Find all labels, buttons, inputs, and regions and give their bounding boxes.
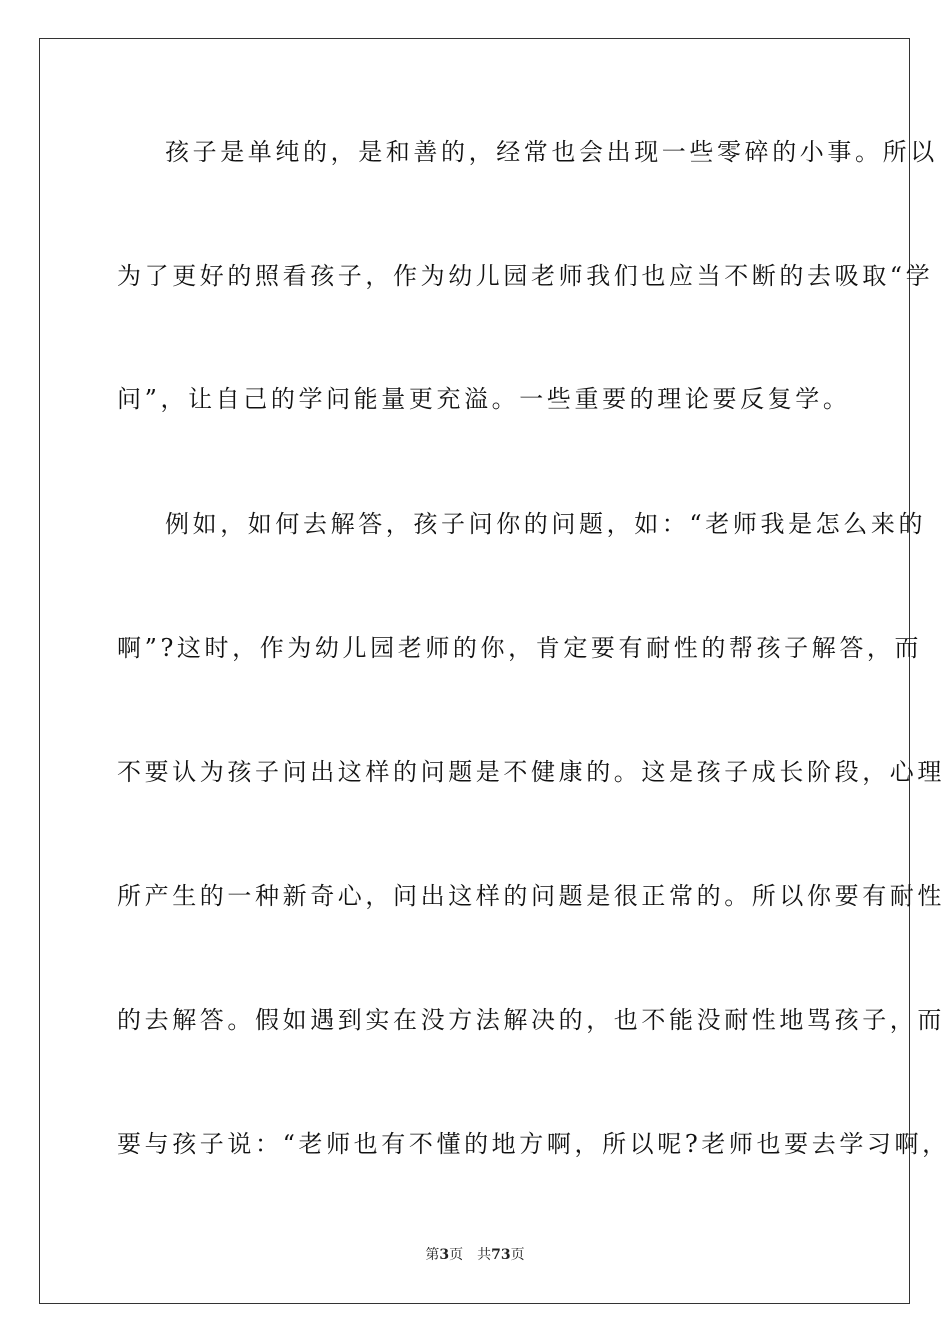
page-border [39, 38, 950, 1304]
total-label-prefix: 共 [477, 1247, 492, 1263]
paragraph-1-line-1: 孩子是单纯的，是和善的，经常也会出现一些零碎的小事。所以 [165, 138, 938, 166]
paragraph-1-line-3: 问”，让自己的学问能量更充溢。一些重要的理论要反复学。 [117, 385, 851, 413]
paragraph-2-line-5: 的去解答。假如遇到实在没方法解决的，也不能没耐性地骂孩子，而 [117, 1006, 945, 1034]
paragraph-2-line-2: 啊”?这时，作为幼儿园老师的你，肯定要有耐性的帮孩子解答，而 [117, 634, 923, 662]
paragraph-1-line-2: 为了更好的照看孩子，作为幼儿园老师我们也应当不断的去吸取“学 [117, 262, 934, 290]
page-label-prefix: 第 [425, 1247, 440, 1263]
page-label-suffix: 页 [449, 1247, 464, 1263]
page-footer [0, 1245, 950, 1265]
paragraph-2-line-1: 例如，如何去解答，孩子问你的问题，如：“老师我是怎么来的 [165, 510, 927, 538]
paragraph-2-line-3: 不要认为孩子问出这样的问题是不健康的。这是孩子成长阶段，心理 [117, 758, 945, 786]
paragraph-2-line-6: 要与孩子说：“老师也有不懂的地方啊，所以呢?老师也要去学习啊， [117, 1130, 950, 1158]
paragraph-2-line-4: 所产生的一种新奇心，问出这样的问题是很正常的。所以你要有耐性 [117, 882, 945, 910]
current-page-number: 3 [439, 1247, 450, 1263]
total-pages-number: 73 [491, 1247, 511, 1263]
total-label-suffix: 页 [510, 1247, 525, 1263]
